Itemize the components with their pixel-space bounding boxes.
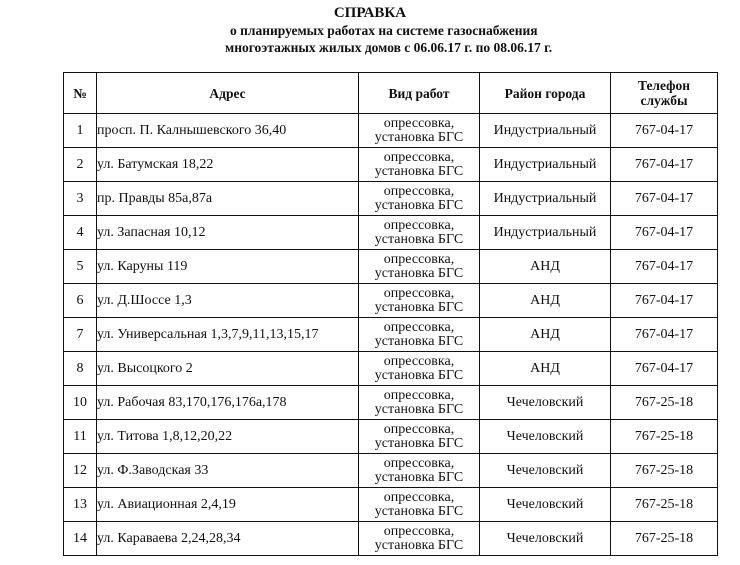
row-district: Индустриальный bbox=[480, 216, 611, 250]
work-type-line2: установка БГС bbox=[374, 469, 464, 485]
work-type-line1: опрессовка, bbox=[383, 183, 455, 199]
work-type-line2: установка БГС bbox=[374, 265, 464, 281]
work-type-line1: опрессовка, bbox=[383, 353, 455, 369]
row-address: ул. Универсальная 1,3,7,9,11,13,15,17 bbox=[97, 318, 359, 352]
work-type-line2: установка БГС bbox=[374, 367, 464, 383]
work-type-line1: опрессовка, bbox=[383, 319, 455, 335]
table-row bbox=[64, 420, 718, 454]
work-type-line2: установка БГС bbox=[374, 299, 464, 315]
row-phone: 767-04-17 bbox=[611, 352, 718, 386]
work-type-line1: опрессовка, bbox=[383, 387, 455, 403]
row-address: пр. Правды 85а,87а bbox=[97, 182, 359, 216]
work-type-line1: опрессовка, bbox=[383, 149, 455, 165]
table-row bbox=[64, 352, 718, 386]
row-district: АНД bbox=[480, 318, 611, 352]
row-phone: 767-04-17 bbox=[611, 284, 718, 318]
work-type-line2: установка БГС bbox=[374, 163, 464, 179]
row-district: Чечеловский bbox=[480, 488, 611, 522]
row-district: Чечеловский bbox=[480, 522, 611, 556]
row-phone: 767-04-17 bbox=[611, 250, 718, 284]
header-phone-line1: Телефон bbox=[637, 78, 691, 93]
row-phone: 767-25-18 bbox=[611, 454, 718, 488]
row-work-type bbox=[359, 148, 480, 182]
row-number: 6 bbox=[64, 284, 97, 318]
work-type-line2: установка БГС bbox=[374, 129, 464, 145]
row-address: ул. Каруны 119 bbox=[97, 250, 359, 284]
row-number: 3 bbox=[64, 182, 97, 216]
row-phone: 767-25-18 bbox=[611, 522, 718, 556]
document-title: СПРАВКА bbox=[333, 5, 407, 21]
work-type-line2: установка БГС bbox=[374, 231, 464, 247]
row-number: 13 bbox=[64, 488, 97, 522]
row-number: 2 bbox=[64, 148, 97, 182]
work-type-line1: опрессовка, bbox=[383, 285, 455, 301]
row-phone: 767-04-17 bbox=[611, 318, 718, 352]
row-phone: 767-25-18 bbox=[611, 488, 718, 522]
row-number: 11 bbox=[64, 420, 97, 454]
work-type-line2: установка БГС bbox=[374, 401, 464, 417]
work-type-line1: опрессовка, bbox=[383, 523, 455, 539]
row-phone: 767-04-17 bbox=[611, 114, 718, 148]
table-row bbox=[64, 318, 718, 352]
header-address: Адрес bbox=[97, 73, 359, 114]
table-row bbox=[64, 488, 718, 522]
work-type-line1: опрессовка, bbox=[383, 421, 455, 437]
row-address: ул. Титова 1,8,12,20,22 bbox=[97, 420, 359, 454]
table-row bbox=[64, 182, 718, 216]
row-address: ул. Высоцкого 2 bbox=[97, 352, 359, 386]
row-phone: 767-04-17 bbox=[611, 182, 718, 216]
table-row bbox=[64, 216, 718, 250]
row-district: АНД bbox=[480, 352, 611, 386]
row-phone: 767-04-17 bbox=[611, 216, 718, 250]
row-work-type bbox=[359, 522, 480, 556]
row-number: 10 bbox=[64, 386, 97, 420]
table-row bbox=[64, 284, 718, 318]
header-phone-line2: службы bbox=[640, 93, 688, 108]
row-district: Чечеловский bbox=[480, 454, 611, 488]
row-address: ул. Д.Шоссе 1,3 bbox=[97, 284, 359, 318]
table-row bbox=[64, 148, 718, 182]
row-address: ул. Ф.Заводская 33 bbox=[97, 454, 359, 488]
row-work-type bbox=[359, 250, 480, 284]
table-row bbox=[64, 454, 718, 488]
work-type-line2: установка БГС bbox=[374, 537, 464, 553]
work-type-line2: установка БГС bbox=[374, 435, 464, 451]
header-work-type: Вид работ bbox=[359, 73, 480, 114]
row-district: Индустриальный bbox=[480, 182, 611, 216]
row-work-type bbox=[359, 352, 480, 386]
row-address: ул. Рабочая 83,170,176,176а,178 bbox=[97, 386, 359, 420]
row-address: ул. Запасная 10,12 bbox=[97, 216, 359, 250]
row-number: 12 bbox=[64, 454, 97, 488]
row-number: 7 bbox=[64, 318, 97, 352]
row-work-type bbox=[359, 318, 480, 352]
row-district: Индустриальный bbox=[480, 148, 611, 182]
row-district: Индустриальный bbox=[480, 114, 611, 148]
row-address: ул. Батумская 18,22 bbox=[97, 148, 359, 182]
row-work-type bbox=[359, 284, 480, 318]
row-phone: 767-25-18 bbox=[611, 386, 718, 420]
work-type-line2: установка БГС bbox=[374, 333, 464, 349]
row-district: АНД bbox=[480, 250, 611, 284]
table-row bbox=[64, 114, 718, 148]
work-type-line2: установка БГС bbox=[374, 503, 464, 519]
row-work-type bbox=[359, 454, 480, 488]
row-work-type bbox=[359, 386, 480, 420]
row-district: АНД bbox=[480, 284, 611, 318]
table-row bbox=[64, 386, 718, 420]
header-num: № bbox=[64, 73, 97, 114]
row-address: ул. Авиационная 2,4,19 bbox=[97, 488, 359, 522]
document-subtitle-line1: о планируемых работах на системе газоснабжения bbox=[230, 23, 538, 38]
row-district: Чечеловский bbox=[480, 386, 611, 420]
row-work-type bbox=[359, 488, 480, 522]
row-number: 4 bbox=[64, 216, 97, 250]
work-type-line1: опрессовка, bbox=[383, 115, 455, 131]
work-type-line2: установка БГС bbox=[374, 197, 464, 213]
works-table bbox=[63, 72, 718, 556]
row-work-type bbox=[359, 216, 480, 250]
document-subtitle-line2: многоэтажных жилых домов с 06.06.17 г. по 08.06.17 г. bbox=[225, 40, 553, 55]
work-type-line1: опрессовка, bbox=[383, 455, 455, 471]
row-district: Чечеловский bbox=[480, 420, 611, 454]
row-work-type bbox=[359, 114, 480, 148]
row-address: ул. Караваева 2,24,28,34 bbox=[97, 522, 359, 556]
row-number: 5 bbox=[64, 250, 97, 284]
header-district: Район города bbox=[480, 73, 611, 114]
work-type-line1: опрессовка, bbox=[383, 489, 455, 505]
table-row bbox=[64, 250, 718, 284]
row-work-type bbox=[359, 182, 480, 216]
table-row bbox=[64, 522, 718, 556]
row-address: просп. П. Калнышевского 36,40 bbox=[97, 114, 359, 148]
header-phone bbox=[611, 73, 718, 114]
row-work-type bbox=[359, 420, 480, 454]
work-type-line1: опрессовка, bbox=[383, 251, 455, 267]
work-type-line1: опрессовка, bbox=[383, 217, 455, 233]
row-number: 14 bbox=[64, 522, 97, 556]
table-header-row bbox=[64, 73, 718, 114]
row-number: 1 bbox=[64, 114, 97, 148]
row-number: 8 bbox=[64, 352, 97, 386]
row-phone: 767-25-18 bbox=[611, 420, 718, 454]
row-phone: 767-04-17 bbox=[611, 148, 718, 182]
